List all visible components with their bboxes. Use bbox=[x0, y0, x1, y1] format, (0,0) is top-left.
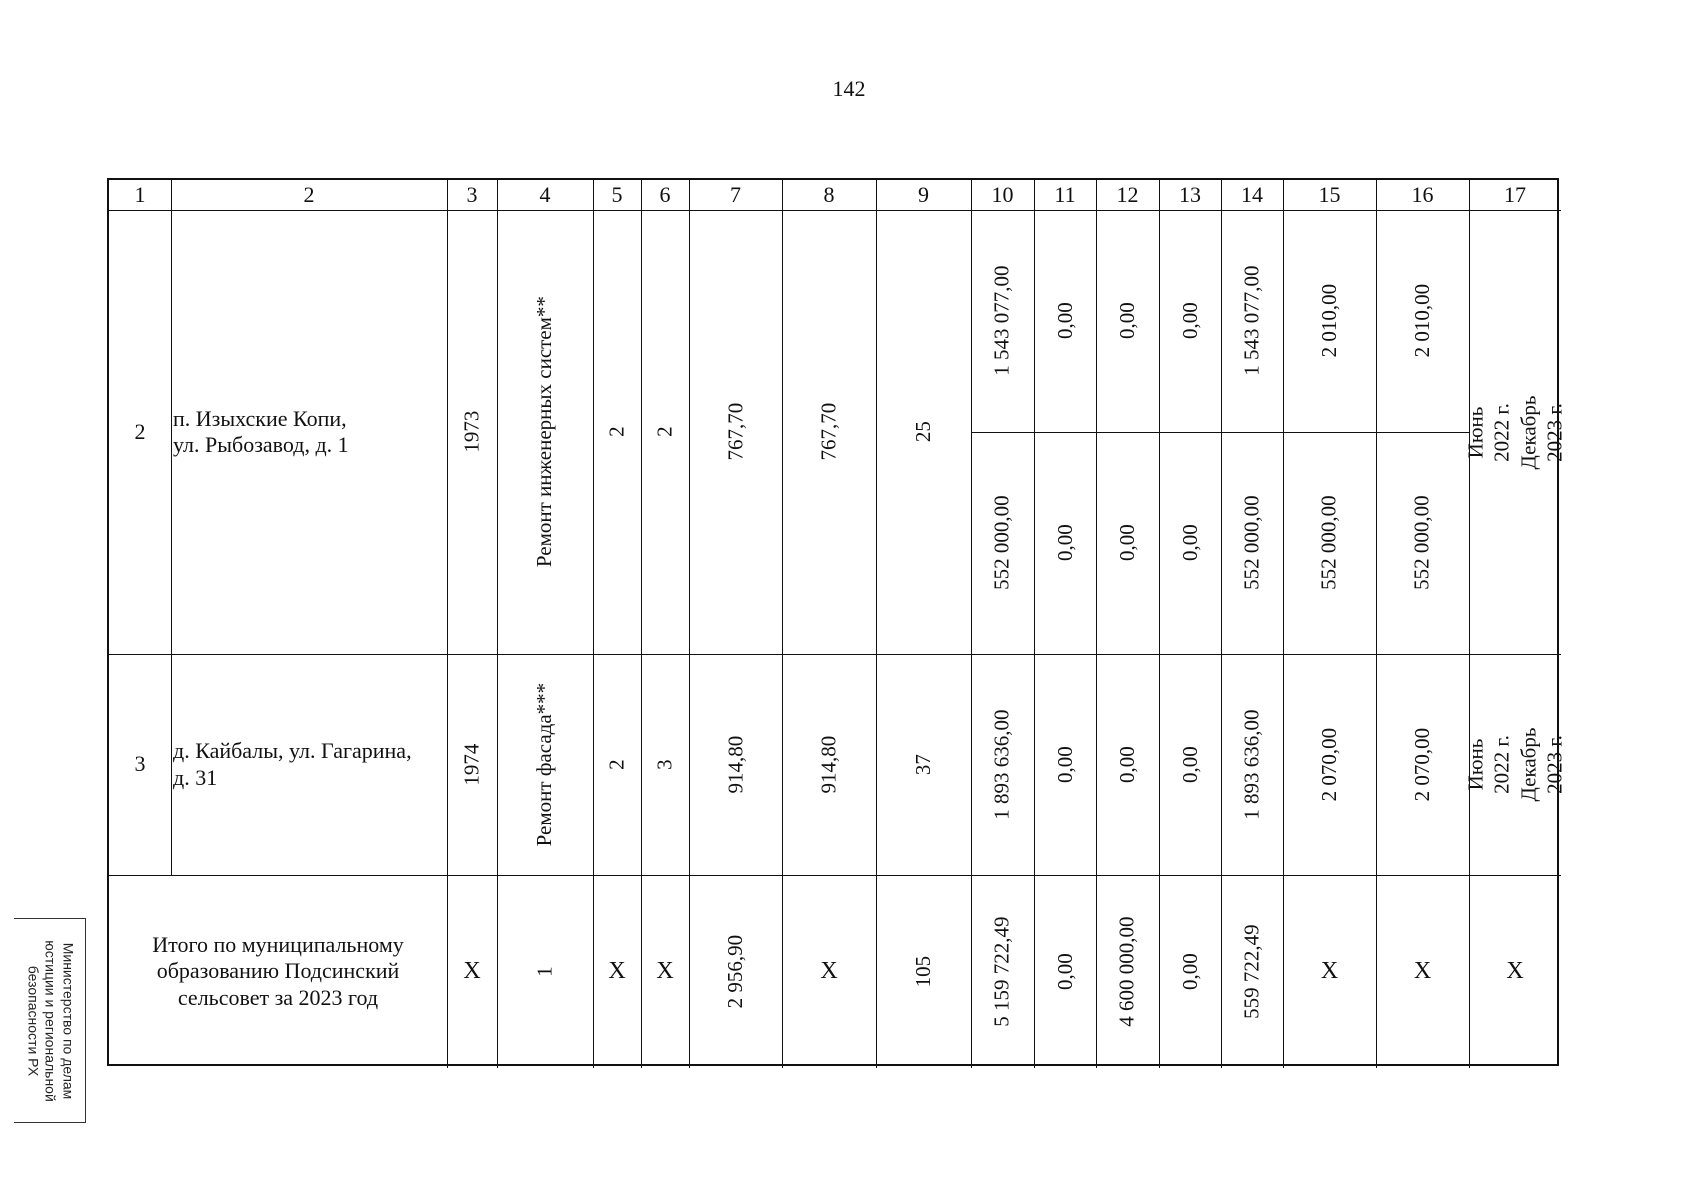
col14-value bbox=[1221, 210, 1283, 432]
column-header-4-text: 4 bbox=[539, 181, 551, 207]
column-header-10 bbox=[971, 180, 1034, 210]
col5-value-text: 2 bbox=[604, 426, 629, 438]
row-number bbox=[109, 654, 171, 875]
column-header-12-text: 12 bbox=[1116, 181, 1139, 207]
work-type bbox=[497, 210, 593, 654]
col12-value bbox=[1096, 654, 1159, 875]
col15-value-text: 552 000,00 bbox=[1316, 495, 1341, 591]
col16-value-text: 2 010,00 bbox=[1409, 284, 1434, 358]
column-header-6-text: 6 bbox=[659, 181, 671, 207]
col14-value bbox=[1221, 432, 1283, 654]
col8-value bbox=[782, 210, 876, 654]
column-header-16-text: 16 bbox=[1411, 181, 1434, 207]
total-col10 bbox=[971, 875, 1034, 1068]
col11-value-text: 0,00 bbox=[1052, 524, 1077, 562]
repair-term bbox=[1463, 210, 1567, 654]
col14-value bbox=[1221, 654, 1283, 875]
col10-value-text: 1 893 636,00 bbox=[989, 709, 1014, 820]
row-number-text: 2 bbox=[134, 418, 146, 444]
col9-value-text: 25 bbox=[910, 421, 935, 443]
column-header-4 bbox=[497, 180, 593, 210]
total-label-text: Итого по муниципальному образованию Подсинский сельсовет за 2023 год bbox=[152, 931, 404, 1010]
column-header-12 bbox=[1096, 180, 1159, 210]
stamp-text bbox=[23, 940, 76, 1102]
column-header-8-text: 8 bbox=[823, 181, 835, 207]
col7-value-text: 914,80 bbox=[722, 735, 747, 794]
total-col8-text: X bbox=[820, 958, 838, 985]
column-header-9 bbox=[876, 180, 971, 210]
col15-value-text: 2 010,00 bbox=[1316, 284, 1341, 358]
col12-value-text: 0,00 bbox=[1114, 302, 1139, 340]
col11-value-text: 0,00 bbox=[1052, 302, 1077, 340]
total-col6 bbox=[641, 875, 689, 1068]
total-col17 bbox=[1469, 875, 1561, 1068]
col9-value-text: 37 bbox=[910, 754, 935, 775]
total-col11 bbox=[1034, 875, 1096, 1068]
row-number bbox=[109, 210, 171, 654]
col10-value bbox=[971, 210, 1034, 432]
col15-value-text: 2 070,00 bbox=[1316, 727, 1341, 802]
column-header-16 bbox=[1376, 180, 1469, 210]
col5-value bbox=[593, 654, 641, 875]
col13-value-text: 0,00 bbox=[1177, 302, 1202, 340]
total-col3-text: X bbox=[463, 958, 481, 985]
column-header-6 bbox=[641, 180, 689, 210]
col11-value bbox=[1034, 654, 1096, 875]
column-header-5-text: 5 bbox=[611, 181, 623, 207]
repair-term-text: Июнь 2022 г. Декабрь 2023 г. bbox=[1463, 395, 1567, 469]
total-col12 bbox=[1096, 875, 1159, 1068]
col13-value bbox=[1159, 432, 1221, 654]
total-col5 bbox=[593, 875, 641, 1068]
col12-value-text: 0,00 bbox=[1114, 746, 1139, 783]
total-col14-text: 559 722,49 bbox=[1239, 924, 1264, 1019]
total-col6-text: X bbox=[656, 958, 674, 985]
total-col12-text: 4 600 000,00 bbox=[1114, 916, 1139, 1027]
col16-value bbox=[1376, 654, 1469, 875]
repair-term-text: Июнь 2022 г. Декабрь 2023 г. bbox=[1463, 727, 1567, 802]
row-address bbox=[171, 654, 449, 875]
column-header-10-text: 10 bbox=[991, 181, 1014, 207]
column-header-14-text: 14 bbox=[1241, 181, 1263, 207]
col16-value bbox=[1376, 432, 1469, 654]
column-header-17 bbox=[1469, 180, 1561, 210]
col6-value bbox=[641, 654, 689, 875]
total-col7-text: 2 956,90 bbox=[722, 934, 747, 1009]
column-header-2-text: 2 bbox=[303, 181, 315, 207]
col15-value bbox=[1283, 432, 1376, 654]
column-header-11 bbox=[1034, 180, 1096, 210]
col10-value-text: 552 000,00 bbox=[989, 495, 1014, 591]
col5-value-text: 2 bbox=[604, 759, 629, 770]
col7-value bbox=[689, 654, 782, 875]
total-col7 bbox=[689, 875, 782, 1068]
page-number: 142 bbox=[832, 76, 866, 101]
total-col10-text: 5 159 722,49 bbox=[989, 916, 1014, 1027]
column-header-9-text: 9 bbox=[918, 181, 929, 207]
stamp-line-3: безопасности РХ bbox=[24, 965, 41, 1076]
col9-value bbox=[876, 210, 971, 654]
total-col4-text: 1 bbox=[532, 966, 557, 977]
row-address-text: п. Изыхские Копи, ул. Рыбозавод, д. 1 bbox=[173, 405, 349, 457]
col13-value-text: 0,00 bbox=[1177, 746, 1202, 783]
col10-value bbox=[971, 432, 1034, 654]
col11-value bbox=[1034, 432, 1096, 654]
capital-repair-table bbox=[107, 178, 1567, 1066]
col14-value-text: 1 893 636,00 bbox=[1239, 709, 1264, 820]
col14-value-text: 1 543 077,00 bbox=[1239, 265, 1264, 377]
column-header-11-text: 11 bbox=[1054, 181, 1076, 207]
total-col8 bbox=[782, 875, 876, 1068]
column-header-1 bbox=[109, 180, 171, 210]
row-address-text: д. Кайбалы, ул. Гагарина, д. 31 bbox=[173, 738, 412, 790]
column-header-17-text: 17 bbox=[1504, 181, 1526, 207]
col15-value bbox=[1283, 210, 1376, 432]
work-type-text: Ремонт фасада*** bbox=[532, 682, 557, 847]
build-year bbox=[447, 654, 497, 875]
total-col15 bbox=[1283, 875, 1376, 1068]
col15-value bbox=[1283, 654, 1376, 875]
col9-value bbox=[876, 654, 971, 875]
total-col13-text: 0,00 bbox=[1177, 953, 1202, 990]
col12-value bbox=[1096, 210, 1159, 432]
total-col15-text: X bbox=[1320, 958, 1339, 985]
total-col16 bbox=[1376, 875, 1469, 1068]
stamp-line-2: юстиции и региональной bbox=[42, 939, 59, 1102]
col8-value bbox=[782, 654, 876, 875]
column-header-15-text: 15 bbox=[1318, 181, 1341, 207]
build-year bbox=[447, 210, 497, 654]
column-header-3 bbox=[447, 180, 497, 210]
build-year-text: 1974 bbox=[459, 743, 484, 786]
col7-value-text: 767,70 bbox=[722, 403, 747, 461]
total-col17-text: X bbox=[1506, 958, 1524, 985]
col10-value-text: 1 543 077,00 bbox=[989, 265, 1014, 377]
col11-value bbox=[1034, 210, 1096, 432]
col8-value-text: 914,80 bbox=[816, 735, 841, 794]
column-header-13-text: 13 bbox=[1179, 181, 1201, 207]
column-header-13 bbox=[1159, 180, 1221, 210]
total-col5-text: X bbox=[608, 958, 626, 985]
total-col4 bbox=[497, 875, 593, 1068]
ministry-stamp bbox=[14, 918, 86, 1123]
column-header-2 bbox=[171, 180, 447, 210]
total-col11-text: 0,00 bbox=[1052, 953, 1077, 990]
stamp-line-1: Министерство по делам bbox=[59, 942, 76, 1099]
row-address bbox=[171, 210, 449, 654]
col12-value bbox=[1096, 432, 1159, 654]
column-header-7-text: 7 bbox=[730, 181, 741, 207]
total-col9-text: 105 bbox=[910, 955, 935, 988]
repair-term bbox=[1463, 654, 1567, 875]
column-header-5 bbox=[593, 180, 641, 210]
col11-value-text: 0,00 bbox=[1052, 746, 1077, 783]
col14-value-text: 552 000,00 bbox=[1239, 495, 1264, 591]
col13-value-text: 0,00 bbox=[1177, 524, 1202, 562]
column-header-1-text: 1 bbox=[134, 181, 146, 207]
column-header-7 bbox=[689, 180, 782, 210]
column-header-3-text: 3 bbox=[466, 181, 478, 207]
col7-value bbox=[689, 210, 782, 654]
col8-value-text: 767,70 bbox=[816, 403, 841, 461]
col16-value-text: 552 000,00 bbox=[1409, 495, 1434, 591]
work-type-text: Ремонт инженерных систем** bbox=[532, 296, 557, 568]
total-col9 bbox=[876, 875, 971, 1068]
total-col16-text: X bbox=[1413, 958, 1432, 985]
col16-value bbox=[1376, 210, 1469, 432]
col16-value-text: 2 070,00 bbox=[1409, 727, 1434, 802]
column-header-15 bbox=[1283, 180, 1376, 210]
col5-value bbox=[593, 210, 641, 654]
total-col14 bbox=[1221, 875, 1283, 1068]
col6-value-text: 2 bbox=[652, 426, 677, 438]
total-label bbox=[109, 875, 447, 1068]
col6-value-text: 3 bbox=[652, 759, 677, 770]
col10-value bbox=[971, 654, 1034, 875]
total-col3 bbox=[447, 875, 497, 1068]
work-type bbox=[497, 654, 593, 875]
build-year-text: 1973 bbox=[459, 411, 484, 453]
column-header-14 bbox=[1221, 180, 1283, 210]
col12-value-text: 0,00 bbox=[1114, 524, 1139, 562]
col6-value bbox=[641, 210, 689, 654]
col13-value bbox=[1159, 210, 1221, 432]
total-col13 bbox=[1159, 875, 1221, 1068]
column-header-8 bbox=[782, 180, 876, 210]
row-number-text: 3 bbox=[134, 751, 146, 777]
col13-value bbox=[1159, 654, 1221, 875]
